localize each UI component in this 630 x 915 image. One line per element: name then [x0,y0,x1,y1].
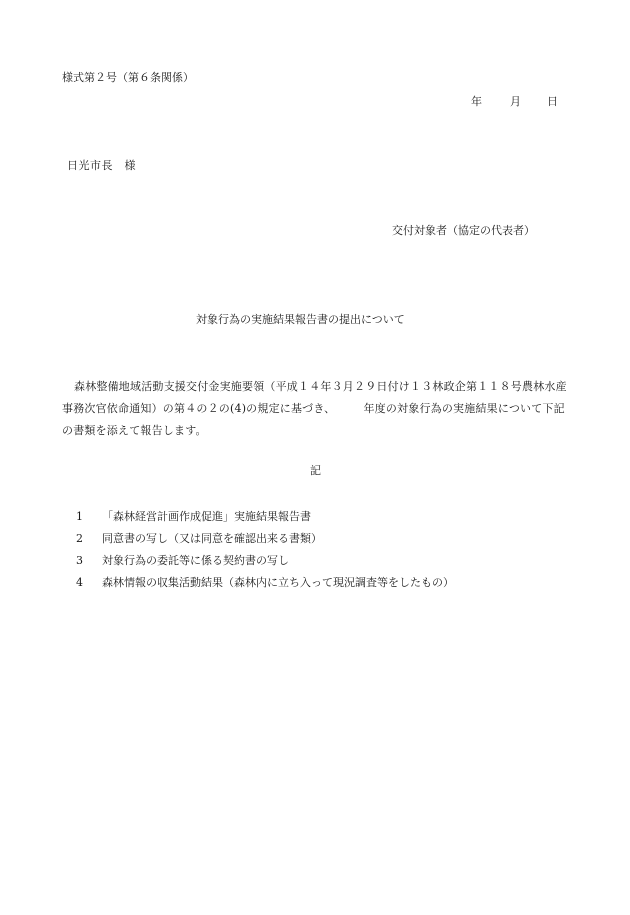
document-subject: 対象行為の実施結果報告書の提出について [196,313,405,326]
item-text: 対象行為の委託等に係る契約書の写し [102,554,289,567]
addressee: 日光市長 様 [67,159,136,172]
item-text: 「森林経営計画作成促進」実施結果報告書 [102,510,311,523]
date-year-label: 年 [471,95,482,108]
attachment-item [76,577,454,588]
attachment-item [76,511,311,522]
item-number: 1 [76,510,83,523]
date-line [471,96,558,107]
date-month-label: 月 [510,95,521,108]
date-day-label: 日 [547,95,558,108]
item-text: 森林情報の収集活動結果（森林内に立ち入って現況調査等をしたもの） [102,576,454,589]
item-number: 4 [76,576,83,589]
form-number: 様式第２号（第６条関係） [62,71,194,84]
attachment-item [76,555,289,566]
ki-heading: 記 [310,464,321,477]
body-paragraph: 森林整備地域活動支援交付金実施要領（平成１４年３月２９日付け１３林政企第１１８号農林水産事務次官依命通知）の第４の２の(4)の規定に基づき、 年度の対象行為の実施結果について下記の書類を添えて報告します。 [62,380,567,437]
attachment-item [76,533,322,544]
item-number: 2 [76,532,83,545]
item-number: 3 [76,554,83,567]
item-text: 同意書の写し（又は同意を確認出来る書類） [102,532,322,545]
applicant-label: 交付対象者（協定の代表者） [392,224,535,237]
